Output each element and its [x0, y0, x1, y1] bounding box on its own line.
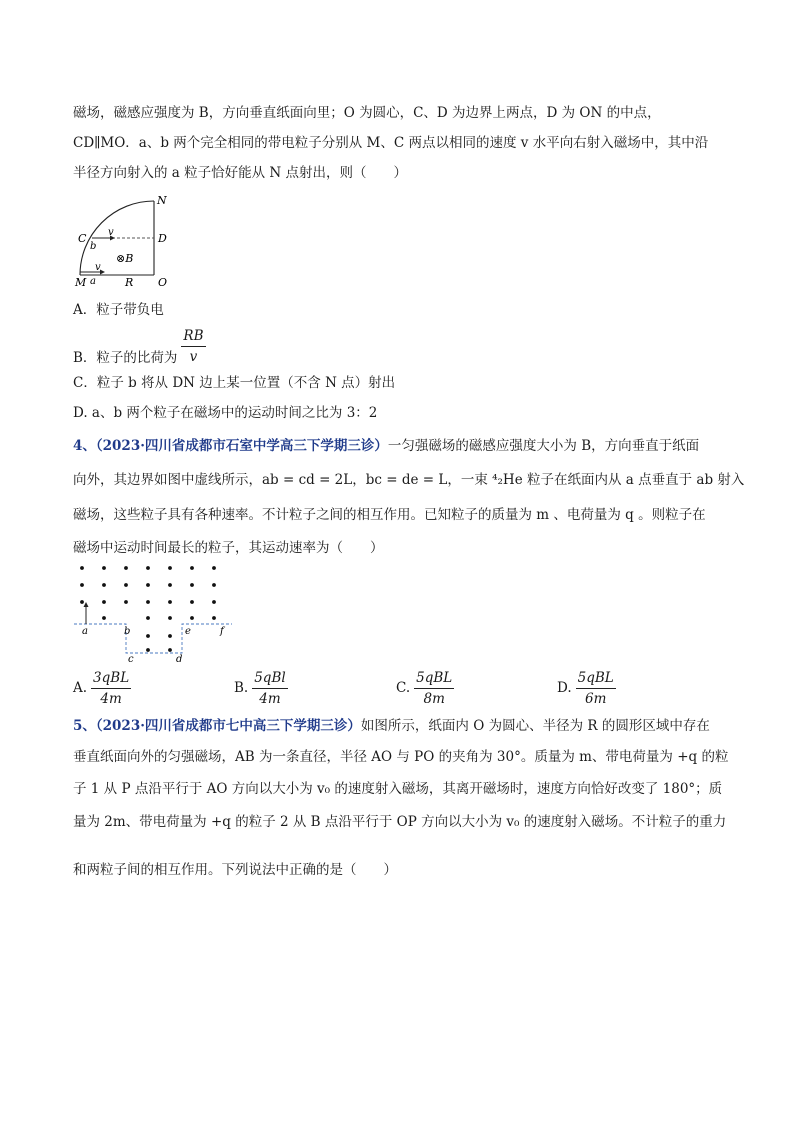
field-dot	[146, 566, 150, 570]
q4-label-c: c	[128, 654, 134, 664]
q4-title: 4、（2023·四川省成都市石室中学高三下学期三诊）	[73, 438, 388, 454]
q5-title: 5、（2023·四川省成都市七中高三下学期三诊）	[73, 718, 361, 734]
field-dot	[146, 648, 150, 652]
q3-text-line-2: CD∥MO．a、b 两个完全相同的带电粒子分别从 M、C 两点以相同的速度 v 水平向右射入磁场中，其中沿	[73, 135, 709, 151]
field-dot	[124, 600, 128, 604]
q3-option-b	[73, 328, 206, 368]
q4-option-c-denominator: 8m	[423, 691, 445, 707]
q4-line1-rest: 一匀强磁场的磁感应强度大小为 B，方向垂直于纸面	[387, 438, 700, 454]
q4-option-d-fraction	[576, 668, 616, 709]
q4-option-b-numerator: 5qBl	[252, 668, 287, 689]
q4-option-c-label: C.	[396, 680, 411, 696]
q4-text-line-4: 磁场中运动时间最长的粒子，其运动速率为（ ）	[73, 540, 384, 556]
q4-text-line-1	[73, 436, 699, 456]
field-dot	[146, 583, 150, 587]
field-dot	[212, 583, 216, 587]
field-dot	[190, 600, 194, 604]
q4-field-boundary-figure	[70, 562, 240, 664]
q4-field-dots	[80, 566, 216, 652]
q3-option-b-numerator: RB	[181, 326, 205, 347]
field-dot	[190, 566, 194, 570]
field-dot	[124, 583, 128, 587]
q3-label-m: M	[75, 276, 87, 289]
q3-label-v1: v	[108, 227, 114, 238]
q3-option-b-fraction	[181, 326, 205, 367]
q3-option-b-label: B．粒子的比荷为	[73, 350, 178, 366]
q3-text-line-3: 半径方向射入的 a 粒子恰好能从 N 点射出，则（ ）	[73, 165, 408, 181]
q3-label-a: a	[90, 276, 96, 287]
q4-text-line-2: 向外，其边界如图中虚线所示，ab = cd = 2L，bc = de = L，一束 ⁴₂He 粒子在纸面内从 a 点垂直于 ab 射入	[73, 472, 745, 488]
field-dot	[146, 634, 150, 638]
q5-text-line-4: 量为 2m、带电荷量为 +q 的粒子 2 从 B 点沿平行于 OP 方向以大小为 v₀ 的速度射入磁场。不计粒子的重力	[73, 814, 727, 830]
q4-option-c	[396, 668, 454, 709]
q4-option-a-fraction	[91, 668, 131, 709]
q3-label-c: C	[78, 232, 87, 245]
q3-option-c: C．粒子 b 将从 DN 边上某一位置（不含 N 点）射出	[73, 375, 396, 391]
field-dot	[190, 616, 194, 620]
field-dot	[168, 600, 172, 604]
field-dot	[212, 600, 216, 604]
q4-option-c-fraction	[414, 668, 454, 709]
q5-text-line-2: 垂直纸面向外的匀强磁场，AB 为一条直径，半径 AO 与 PO 的夹角为 30°。质量为 m、带电荷量为 +q 的粒	[73, 749, 729, 765]
field-dot	[102, 616, 106, 620]
q3-label-r: R	[125, 276, 134, 289]
field-dot	[124, 566, 128, 570]
q4-option-b-label: B.	[234, 680, 249, 696]
q5-line1-rest: 如图所示，纸面内 O 为圆心、半径为 R 的圆形区域中存在	[360, 718, 710, 734]
field-dot	[168, 634, 172, 638]
q4-label-e: e	[185, 626, 191, 637]
q3-option-a: A．粒子带负电	[73, 302, 164, 318]
q5-text-line-3: 子 1 从 P 点沿平行于 AO 方向以大小为 v₀ 的速度射入磁场，其离开磁场时，速度方向恰好改变了 180°；质	[73, 781, 723, 797]
q3-option-d: D. a、b 两个粒子在磁场中的运动时间之比为 3：2	[73, 405, 378, 421]
q5-text-line-1	[73, 716, 710, 736]
q4-option-b	[234, 668, 288, 709]
q4-label-a: a	[82, 626, 88, 637]
q4-option-a-numerator: 3qBL	[91, 668, 131, 689]
field-dot	[168, 648, 172, 652]
q4-option-a-denominator: 4m	[100, 691, 122, 707]
q3-text-line-1: 磁场，磁感应强度为 B，方向垂直纸面向里；O 为圆心，C、D 为边界上两点，D 为 ON 的中点，	[73, 105, 661, 121]
field-dot	[80, 600, 84, 604]
q4-label-d: d	[176, 654, 183, 664]
field-dot	[146, 600, 150, 604]
q4-option-d-label: D.	[557, 680, 572, 696]
field-dot	[80, 583, 84, 587]
q4-label-b: b	[124, 626, 131, 637]
q3-label-field-b: ⊗B	[116, 252, 134, 265]
q4-option-d	[557, 668, 616, 709]
q4-dashed-boundary	[74, 624, 232, 653]
q3-label-d: D	[158, 232, 167, 245]
q3-label-v2: v	[95, 262, 101, 273]
q4-option-d-numerator: 5qBL	[576, 668, 616, 689]
field-dot	[212, 616, 216, 620]
q3-label-b: b	[90, 241, 97, 252]
q4-option-b-fraction	[252, 668, 287, 709]
field-dot	[168, 616, 172, 620]
field-dot	[80, 566, 84, 570]
field-dot	[102, 566, 106, 570]
field-dot	[168, 566, 172, 570]
q4-text-line-3: 磁场，这些粒子具有各种速率。不计粒子之间的相互作用。已知粒子的质量为 m 、电荷量为 q 。则粒子在	[73, 507, 706, 523]
q4-label-f: f	[220, 626, 224, 637]
q4-option-c-numerator: 5qBL	[414, 668, 454, 689]
field-dot	[146, 616, 150, 620]
field-dot	[102, 583, 106, 587]
q3-magnetic-field-figure	[70, 192, 180, 292]
q4-option-a	[73, 668, 131, 709]
q3-option-b-denominator: v	[189, 349, 198, 365]
q4-option-d-denominator: 6m	[585, 691, 607, 707]
field-dot	[190, 583, 194, 587]
q5-text-line-5: 和两粒子间的相互作用。下列说法中正确的是（ ）	[73, 862, 397, 878]
field-dot	[212, 566, 216, 570]
q4-option-a-label: A.	[73, 680, 88, 696]
q4-option-b-denominator: 4m	[259, 691, 281, 707]
q3-label-n: N	[157, 194, 167, 207]
field-dot	[102, 600, 106, 604]
q3-label-o: O	[158, 276, 168, 289]
field-dot	[168, 583, 172, 587]
